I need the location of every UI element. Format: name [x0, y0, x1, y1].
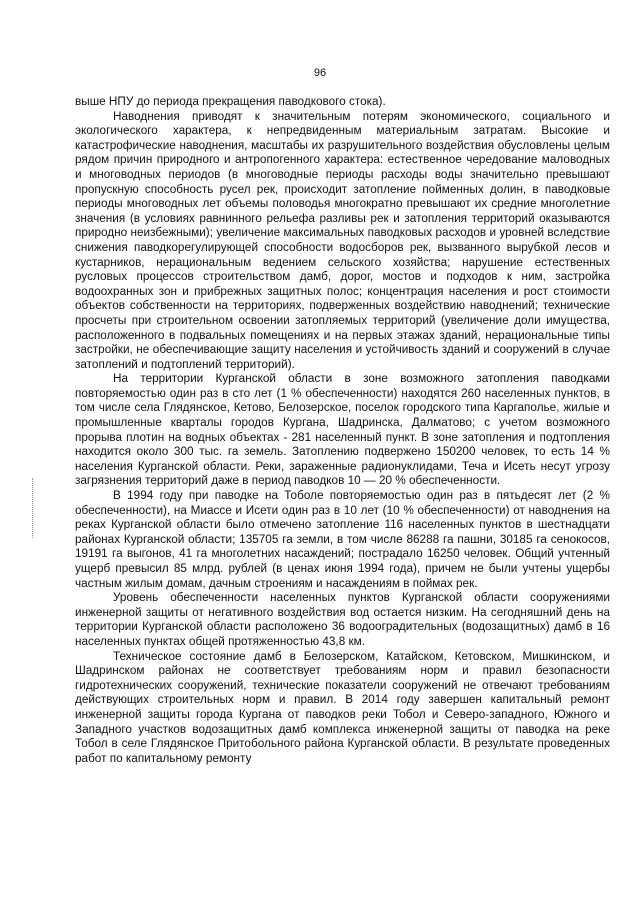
paragraph-protection-level: Уровень обеспеченности населенных пунктов Курганской области сооружениями инженерной защиты от негативного воздействия вод остается низким. На сегодняшний день на территории Курганской области расположено 36 водооградительных (водозащитных) дамб в 16 населенных пунктах общей протяженностью 43,8 км. — [75, 591, 610, 648]
margin-dotted-line — [32, 478, 41, 538]
body-text — [75, 95, 610, 766]
paragraph-flood-causes: Наводнения приводят к значительным потерям экономического, социального и экологического характера, к непредвиденным материальным затратам. Высокие и катастрофические наводнения, масштабы их разрушительного воздействия обусловлены целым рядом причин природного и антропогенного характера: естественное чередование маловодных и многоводных периодов (в многоводные периоды расходы воды значительно превышают пропускную способность русел рек, происходит затопление пойменных долин, в паводковые периоды многоводных лет объемы половодья многократно превышают их средние многолетние значения (в условиях равнинного рельефа разливы рек и затопления территорий оказываются природно неизбежными); увеличение максимальных паводковых расходов и уровней вследствие снижения паводкорегулирующей способности водосборов рек, вызванного вырубкой лесов и кустарников, нерациональным ведением сельского хозяйства; нарушение естественных русловых процессов строительством дамб, дорог, мостов и подходов к ним, застройка водоохранных зон и прибрежных защитных полос; концентрация населения и рост стоимости объектов собственности на территориях, подверженных воздействию наводнений; технические просчеты при строительном освоении затопляемых территорий (увеличение доли имущества, расположенного в подвальных помещениях и на первых этажах зданий, нерациональные типы застройки, не обеспечивающие защиту населения и устойчивость зданий и сооружений в случае затоплений и подтоплений территорий). — [75, 109, 610, 371]
paragraph-kurgan-flood-zone: На территории Курганской области в зоне возможного затопления паводками повторяемостью один раз в сто лет (1 % обеспеченности) находятся 260 населенных пунктов, в том числе села Глядянское, Кетово, Белозерское, поселок городского типа Каргаполье, жилые и промышленные кварталы городов Кургана, Шадринска, Далматово; с учетом возможного прорыва плотин на водных объектах - 281 населенный пункт. В зоне затопления и подтопления находится около 300 тыс. га земель. Затоплению подвержено 150200 человек, то есть 14 % населения Курганской области. Реки, зараженные радионуклидами, Теча и Исеть несут угрозу загрязнения территорий даже в период паводков 10 — 20 % обеспеченности. — [75, 372, 610, 488]
paragraph-dam-condition: Техническое состояние дамб в Белозерском, Катайском, Кетовском, Мишкинском, и Шадринском районах не соответствует требованиям норм и правил безопасности гидротехнических сооружений, технические показатели сооружений не отвечают требованиям действующих строительных норм и правил. В 2014 году завершен капитальный ремонт инженерной защиты города Кургана от паводков реки Тобол и Северо-западного, Южного и Западного участков водозащитных дамб комплекса инженерной защиты от паводка на реке Тобол в селе Глядянское Притобольного района Курганской области. В результате проведенных работ по капитальному ремонту — [75, 649, 610, 765]
page-number: 96 — [313, 67, 327, 79]
paragraph-continuation: выше НПУ до периода прекращения паводкового стока). — [75, 95, 386, 108]
paragraph-1994-flood: В 1994 году при паводке на Тоболе повторяемостью один раз в пятьдесят лет (2 % обеспеченности), на Миассе и Исети один раз в 10 лет (10 % обеспеченности) от наводнения на реках Курганской области было отмечено затопление 116 населенных пунктов в шестнадцати районах Курганской области; 135705 га земли, в том числе 86288 га пашни, 30185 га сенокосов, 19191 га выгонов, 41 га многолетних насаждений; пострадало 16250 человек. Общий учтенный ущерб превысил 85 млрд. рублей (в ценах июня 1994 года), причем не были учтены ущербы частным жилым домам, дачным строениям и насаждениям в поймах рек. — [75, 489, 610, 590]
